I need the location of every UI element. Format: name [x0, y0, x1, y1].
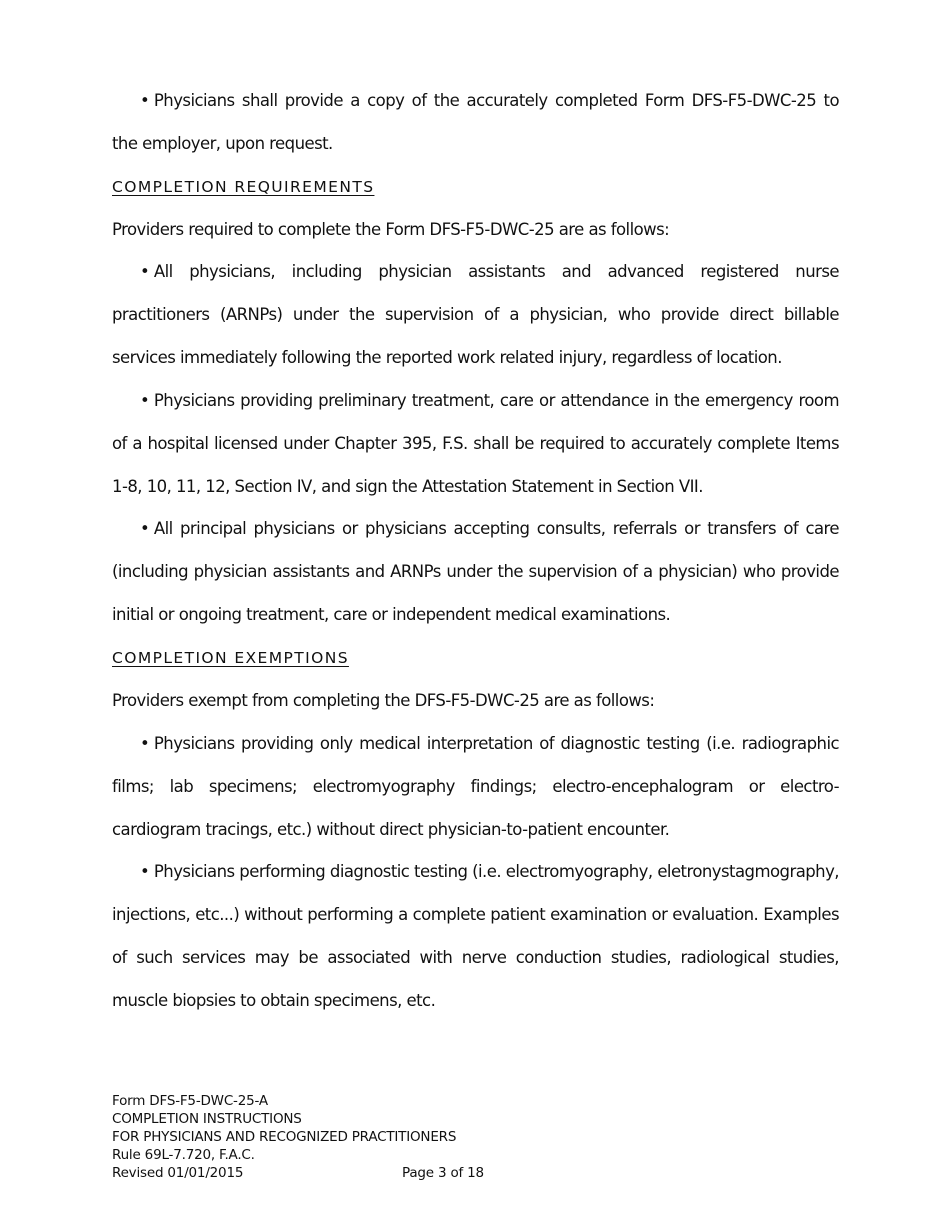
bullet: • [140, 91, 154, 110]
bullet: • [140, 862, 154, 881]
bullet: • [140, 734, 154, 753]
requirement-item [112, 250, 839, 379]
intro-requirements: Providers required to complete the Form DFS-F5-DWC-25 are as follows: [112, 220, 670, 239]
exemption-text: Physicians providing only medical interpretation of diagnostic testing (i.e. radiographic films; lab specimens; electromyography findings; electro-encephalogram or electro-cardiogram tracings, etc.) without direct physician-to-patient encounter. [112, 734, 839, 839]
requirement-text: Physicians providing preliminary treatment, care or attendance in the emergency room of a hospital licensed under Chapter 395, F.S. shall be required to accurately complete Items 1-8, 10, 11, 12, Section IV, and sign the Attestation Statement in Section VII. [112, 391, 839, 496]
exemption-text: Physicians performing diagnostic testing (i.e. electromyography, eletronystagmography, injections, etc...) without performing a complete patient examination or evaluation. Examples of such services may be associated with nerve conduction studies, radiological studies, muscle biopsies to obtain specimens, etc. [112, 862, 839, 1010]
footer-subtitle: FOR PHYSICIANS AND RECOGNIZED PRACTITIONERS [112, 1129, 457, 1145]
footer-title: COMPLETION INSTRUCTIONS [112, 1111, 302, 1127]
bullet: • [140, 391, 154, 410]
requirement-item [112, 507, 839, 636]
heading-completion-requirements: COMPLETION REQUIREMENTS [112, 178, 375, 196]
requirement-item [112, 379, 839, 508]
exemption-item [112, 722, 839, 851]
footer-revised: Revised 01/01/2015 [112, 1165, 244, 1181]
bullet: • [140, 262, 154, 281]
footer-rule: Rule 69L-7.720, F.A.C. [112, 1147, 255, 1163]
requirement-text: All physicians, including physician assistants and advanced registered nurse practitioners (ARNPs) under the supervision of a physician, who provide direct billable services immediately following the reported work related injury, regardless of location. [112, 262, 839, 367]
paragraph-text: Physicians shall provide a copy of the accurately completed Form DFS-F5-DWC-25 to the employer, upon request. [112, 91, 839, 153]
paragraph-provide-copy [112, 79, 839, 165]
requirement-text: All principal physicians or physicians accepting consults, referrals or transfers of care (including physician assistants and ARNPs under the supervision of a physician) who provide initial or ongoing treatment, care or independent medical examinations. [112, 519, 839, 624]
bullet: • [140, 519, 154, 538]
page-number: Page 3 of 18 [402, 1165, 484, 1181]
heading-completion-exemptions: COMPLETION EXEMPTIONS [112, 649, 349, 667]
footer-form-number: Form DFS-F5-DWC-25-A [112, 1093, 268, 1109]
intro-exemptions: Providers exempt from completing the DFS-F5-DWC-25 are as follows: [112, 691, 655, 710]
exemption-item [112, 850, 839, 1022]
page-footer [112, 1092, 484, 1182]
